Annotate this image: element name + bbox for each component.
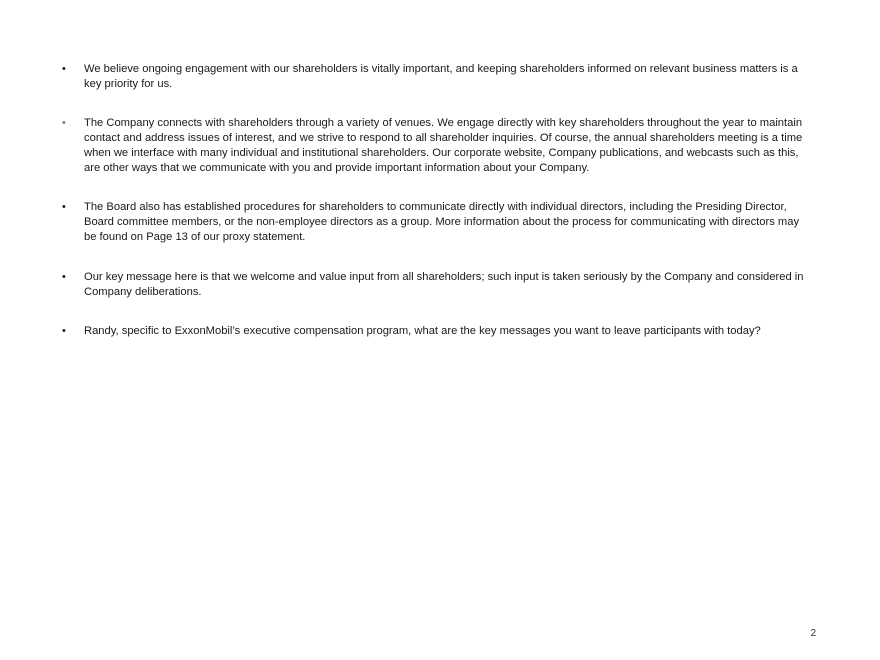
bullet-marker: • (62, 63, 66, 75)
bullet-item (60, 62, 805, 92)
notes-bullet-list (60, 62, 805, 363)
bullet-text: Randy, specific to ExxonMobil’s executive compensation program, what are the key messages you want to leave participants with today? (84, 325, 761, 337)
bullet-item (60, 200, 805, 245)
bullet-marker: • (62, 201, 66, 213)
bullet-item (60, 270, 805, 300)
page-number: 2 (810, 628, 816, 639)
bullet-text: Our key message here is that we welcome and value input from all shareholders; such input is taken seriously by the Company and considered in Company deliberations. (84, 271, 804, 298)
bullet-text: We believe ongoing engagement with our shareholders is vitally important, and keeping shareholders informed on relevant business matters is a key priority for us. (84, 63, 798, 90)
bullet-item (60, 324, 805, 339)
bullet-marker: • (62, 271, 66, 283)
bullet-marker: • (62, 325, 66, 337)
bullet-text: The Board also has established procedures for shareholders to communicate directly with individual directors, including the Presiding Director, Board committee members, or the non-employee directors as a group. More information about the process for communicating with directors may be found on Page 13 of our proxy statement. (84, 201, 800, 243)
bullet-item (60, 116, 805, 176)
bullet-marker: • (62, 117, 66, 129)
bullet-text: The Company connects with shareholders through a variety of venues. We engage directly with key shareholders throughout the year to maintain contact and address issues of interest, and we strive to respond to all shareholder inquiries. Of course, the annual shareholders meeting is a time when we interface with many individual and institutional shareholders. Our corporate website, Company publications, and webcasts such as this, are other ways that we communicate with you and provide important information about your Company. (84, 117, 803, 174)
